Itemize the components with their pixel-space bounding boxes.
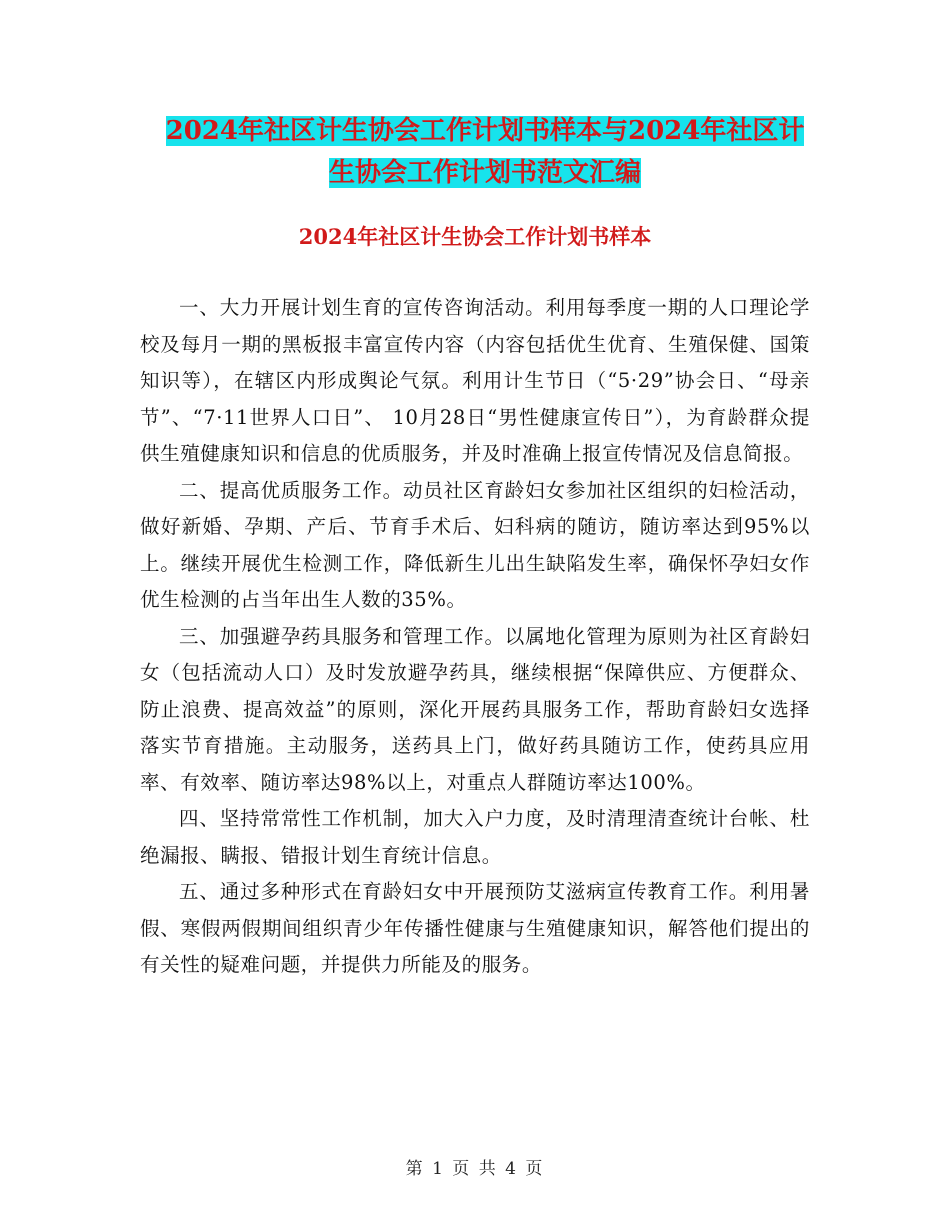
- document-title-line-2: 生协会工作计划书范文汇编: [328, 158, 641, 188]
- page-number-footer: 第 1 页 共 4 页: [405, 1159, 545, 1179]
- paragraph-4: 四、坚持常常性工作机制，加大入户力度，及时清理清查统计台帐、杜绝漏报、瞒报、错报计划生育统计信息。: [140, 807, 810, 867]
- document-title-line-1: 2024年社区计生协会工作计划书样本与2024年社区计: [165, 116, 805, 146]
- document-title: [140, 110, 830, 194]
- paragraph-5: 五、通过多种形式在育龄妇女中开展预防艾滋病宣传教育工作。利用暑假、寒假两假期间组织青少年传播性健康与生殖健康知识，解答他们提出的有关性的疑难问题，并提供力所能及的服务。: [140, 880, 810, 976]
- document-body: [140, 290, 810, 984]
- paragraph-1: 一、大力开展计划生育的宣传咨询活动。利用每季度一期的人口理论学校及每月一期的黑板报丰富宣传内容（内容包括优生优育、生殖保健、国策知识等），在辖区内形成舆论气氛。利用计生节日（“5·29”协会日、“母亲节”、“7·11世界人口日”、 10月28日“男性健康宣传日”），为育龄群众提供生殖健康知识和信息的优质服务，并及时准确上报宣传情况及信息简报。: [140, 296, 810, 465]
- section-title: 2024年社区计生协会工作计划书样本: [298, 224, 652, 249]
- paragraph-2: 二、提高优质服务工作。动员社区育龄妇女参加社区组织的妇检活动，做好新婚、孕期、产后、节育手术后、妇科病的随访，随访率达到95%以上。继续开展优生检测工作，降低新生儿出生缺陷发生率，确保怀孕妇女作优生检测的占当年出生人数的35%。: [140, 478, 810, 611]
- paragraph-3: 三、加强避孕药具服务和管理工作。以属地化管理为原则为社区育龄妇女（包括流动人口）及时发放避孕药具，继续根据“保障供应、方便群众、防止浪费、提高效益”的原则，深化开展药具服务工作，帮助育龄妇女选择落实节育措施。主动服务，送药具上门，做好药具随访工作，使药具应用率、有效率、随访率达98%以上，对重点人群随访率达100%。: [140, 624, 810, 794]
